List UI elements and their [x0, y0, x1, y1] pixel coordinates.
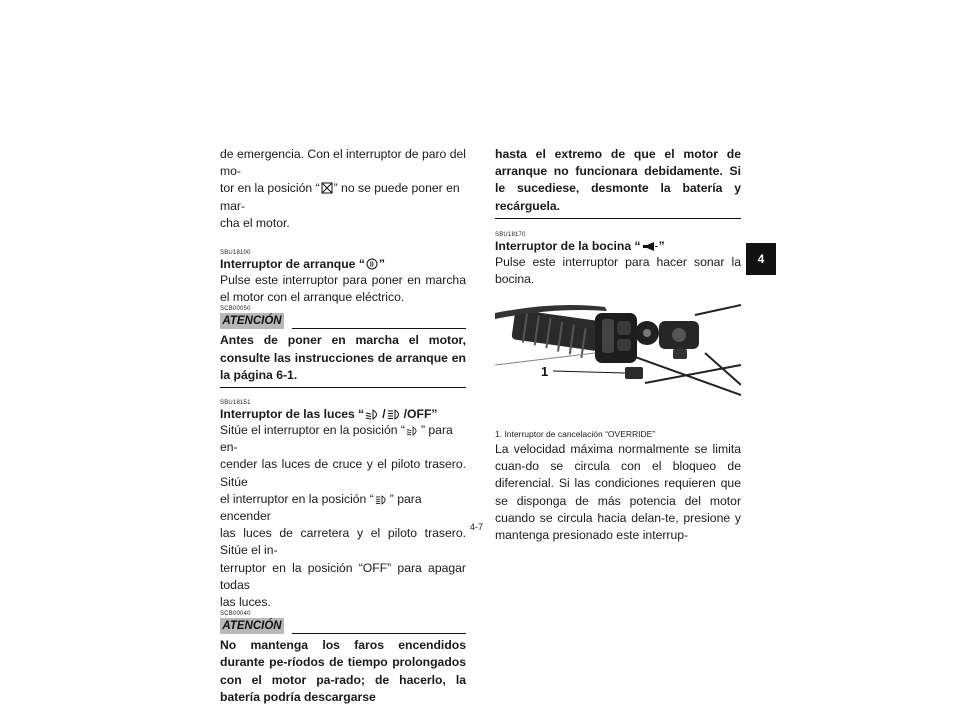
intro-line-1: de emergencia. Con el interruptor de paro del mo- — [220, 147, 466, 179]
start-switch-heading: Interruptor de arranque “ ” — [220, 257, 386, 272]
intro-line-3: cha el motor. — [220, 215, 290, 230]
section-code: SBU18170 — [495, 231, 526, 238]
intro-line-2: tor en la posición “ ” no se puede poner en mar- — [220, 181, 460, 213]
low-beam-icon — [406, 426, 420, 436]
handlebar-switch-illustration — [495, 295, 741, 412]
start-switch-body: Pulse este interruptor para poner en marcha el motor con el arranque eléctrico. — [220, 273, 466, 305]
divider — [292, 328, 466, 329]
right-column-bottom — [495, 441, 741, 544]
high-beam-icon — [375, 495, 389, 505]
lights-body-3: el interruptor en la posición “ ” para encender — [220, 491, 422, 524]
lights-body-6: las luces. — [220, 595, 271, 610]
caution-code: SCB00040 — [220, 611, 251, 618]
section-code: SBU18100 — [220, 250, 251, 257]
override-button — [625, 367, 643, 379]
caution-label: ATENCIÓN — [220, 618, 284, 634]
caution-code: SCB00050 — [220, 306, 251, 313]
section-code: SBU18151 — [220, 400, 251, 407]
low-beam-icon — [365, 409, 381, 420]
figure-caption: 1. Interruptor de cancelación “OVERRIDE” — [495, 429, 656, 439]
chapter-tab: 4 — [746, 243, 776, 275]
divider — [292, 633, 466, 634]
high-beam-icon — [387, 409, 403, 420]
lights-switch-heading: Interruptor de las luces “ / /OFF” — [220, 407, 438, 422]
lights-body-2: cender las luces de cruce y el piloto trasero. Sitúe — [220, 457, 466, 489]
horn-switch-body: Pulse este interruptor para hacer sonar la bocina. — [495, 254, 741, 287]
lights-body-1: Sitúe el interruptor en la posición “ ” para en- — [220, 423, 453, 455]
caution-header — [220, 618, 466, 635]
lights-body-5: terruptor en la posición “OFF” para apagar todas — [220, 560, 466, 592]
lights-body-4: las luces de carretera y el piloto trasero. Sitúe el in- — [220, 526, 466, 558]
caution-label: ATENCIÓN — [220, 313, 284, 329]
override-body: La velocidad máxima normalmente se limita cuan-do se circula con el bloqueo de diferencial. Si las condiciones requieren que se disponga de más potencia del motor cuando se circula hacia delan-te, presione y mantenga presionado este interrup- — [495, 442, 741, 543]
left-column — [220, 146, 466, 706]
caution-text: Antes de poner en marcha el motor, consulte las instrucciones de arranque en la página 6-1. — [220, 333, 466, 382]
page-number: 4-7 — [470, 522, 484, 532]
caution-continued-text: hasta el extremo de que el motor de arranque no funcionara debidamente. Si le sucediese, desmonte la batería y recárguela. — [495, 147, 741, 213]
callout-number: 1 — [541, 364, 549, 379]
caution-header — [220, 313, 466, 330]
engine-stop-icon — [321, 182, 333, 194]
caution-text: No mantenga los faros encendidos durante pe-ríodos de tiempo prolongados con el motor pa-rado; de hacerlo, la batería podría descargarse — [220, 638, 466, 704]
horn-icon — [642, 241, 658, 252]
horn-switch-heading: Interruptor de la bocina “ ” — [495, 238, 665, 253]
start-icon — [366, 258, 378, 270]
